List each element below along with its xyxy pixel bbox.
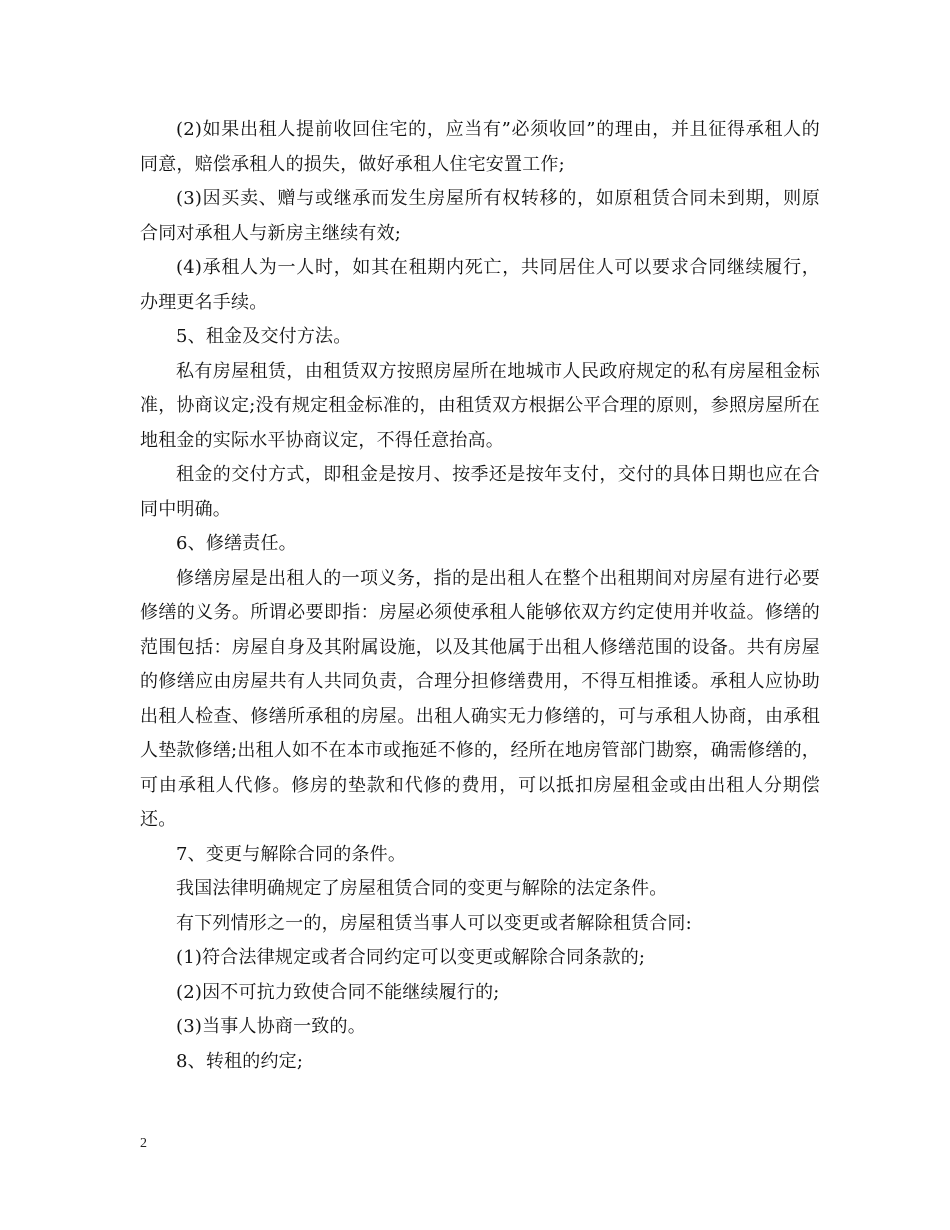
document-body <box>140 113 820 1079</box>
paragraph-payment-method: 租金的交付方式，即租金是按月、按季还是按年支付，交付的具体日期也应在合同中明确。 <box>140 464 820 520</box>
section-heading-repair-responsibility: 6、修缮责任。 <box>176 533 297 554</box>
list-item-change-2: (2)因不可抗力致使合同不能继续履行的; <box>176 981 500 1003</box>
page-number: 2 <box>140 1136 147 1151</box>
paragraph-change-cases: 有下列情形之一的，房屋租赁当事人可以变更或者解除租赁合同: <box>176 912 692 934</box>
section-heading-contract-change: 7、变更与解除合同的条件。 <box>176 843 407 865</box>
paragraph-private-rent: 私有房屋租赁，由租赁双方按照房屋所在地城市人民政府规定的私有房屋租金标准，协商议定;没有规定租金标准的，由租赁双方根据公平合理的原则，参照房屋所在地租金的实际水平协商议定，不得任意抬高。 <box>140 360 820 451</box>
section-heading-sublease: 8、转租的约定; <box>176 1050 304 1072</box>
list-item-change-3: (3)当事人协商一致的。 <box>176 1016 366 1037</box>
paragraph-termination-clause-4: (4)承租人为一人时，如其在租期内死亡，共同居住人可以要求合同继续履行，办理更名手续。 <box>140 257 820 313</box>
paragraph-termination-clause-2: (2)如果出租人提前收回住宅的，应当有”必须收回”的理由，并且征得承租人的同意，赔偿承租人的损失，做好承租人住宅安置工作; <box>140 119 820 175</box>
paragraph-repair-duty: 修缮房屋是出租人的一项义务，指的是出租人在整个出租期间对房屋有进行必要修缮的义务。所谓必要即指：房屋必须使承租人能够依双方约定使用并收益。修缮的范围包括：房屋自身及其附属设施，以及其他属于出租人修缮范围的设备。共有房屋的修缮应由房屋共有人共同负责，合理分担修缮费用，不得互相推诿。承租人应协助出租人检查、修缮所承租的房屋。出租人确实无力修缮的，可与承租人协商，由承租人垫款修缮;出租人如不在本市或拖延不修的，经所在地房管部门勘察，确需修缮的，可由承租人代修。修房的垫款和代修的费用，可以抵扣房屋租金或由出租人分期偿还。 <box>140 567 820 830</box>
paragraph-legal-conditions: 我国法律明确规定了房屋租赁合同的变更与解除的法定条件。 <box>176 878 668 899</box>
list-item-change-1: (1)符合法律规定或者合同约定可以变更或解除合同条款的; <box>176 947 646 968</box>
section-heading-rent-payment: 5、租金及交付方法。 <box>176 326 352 347</box>
paragraph-termination-clause-3: (3)因买卖、赠与或继承而发生房屋所有权转移的，如原租赁合同未到期，则原合同对承租人与新房主继续有效; <box>140 188 820 244</box>
